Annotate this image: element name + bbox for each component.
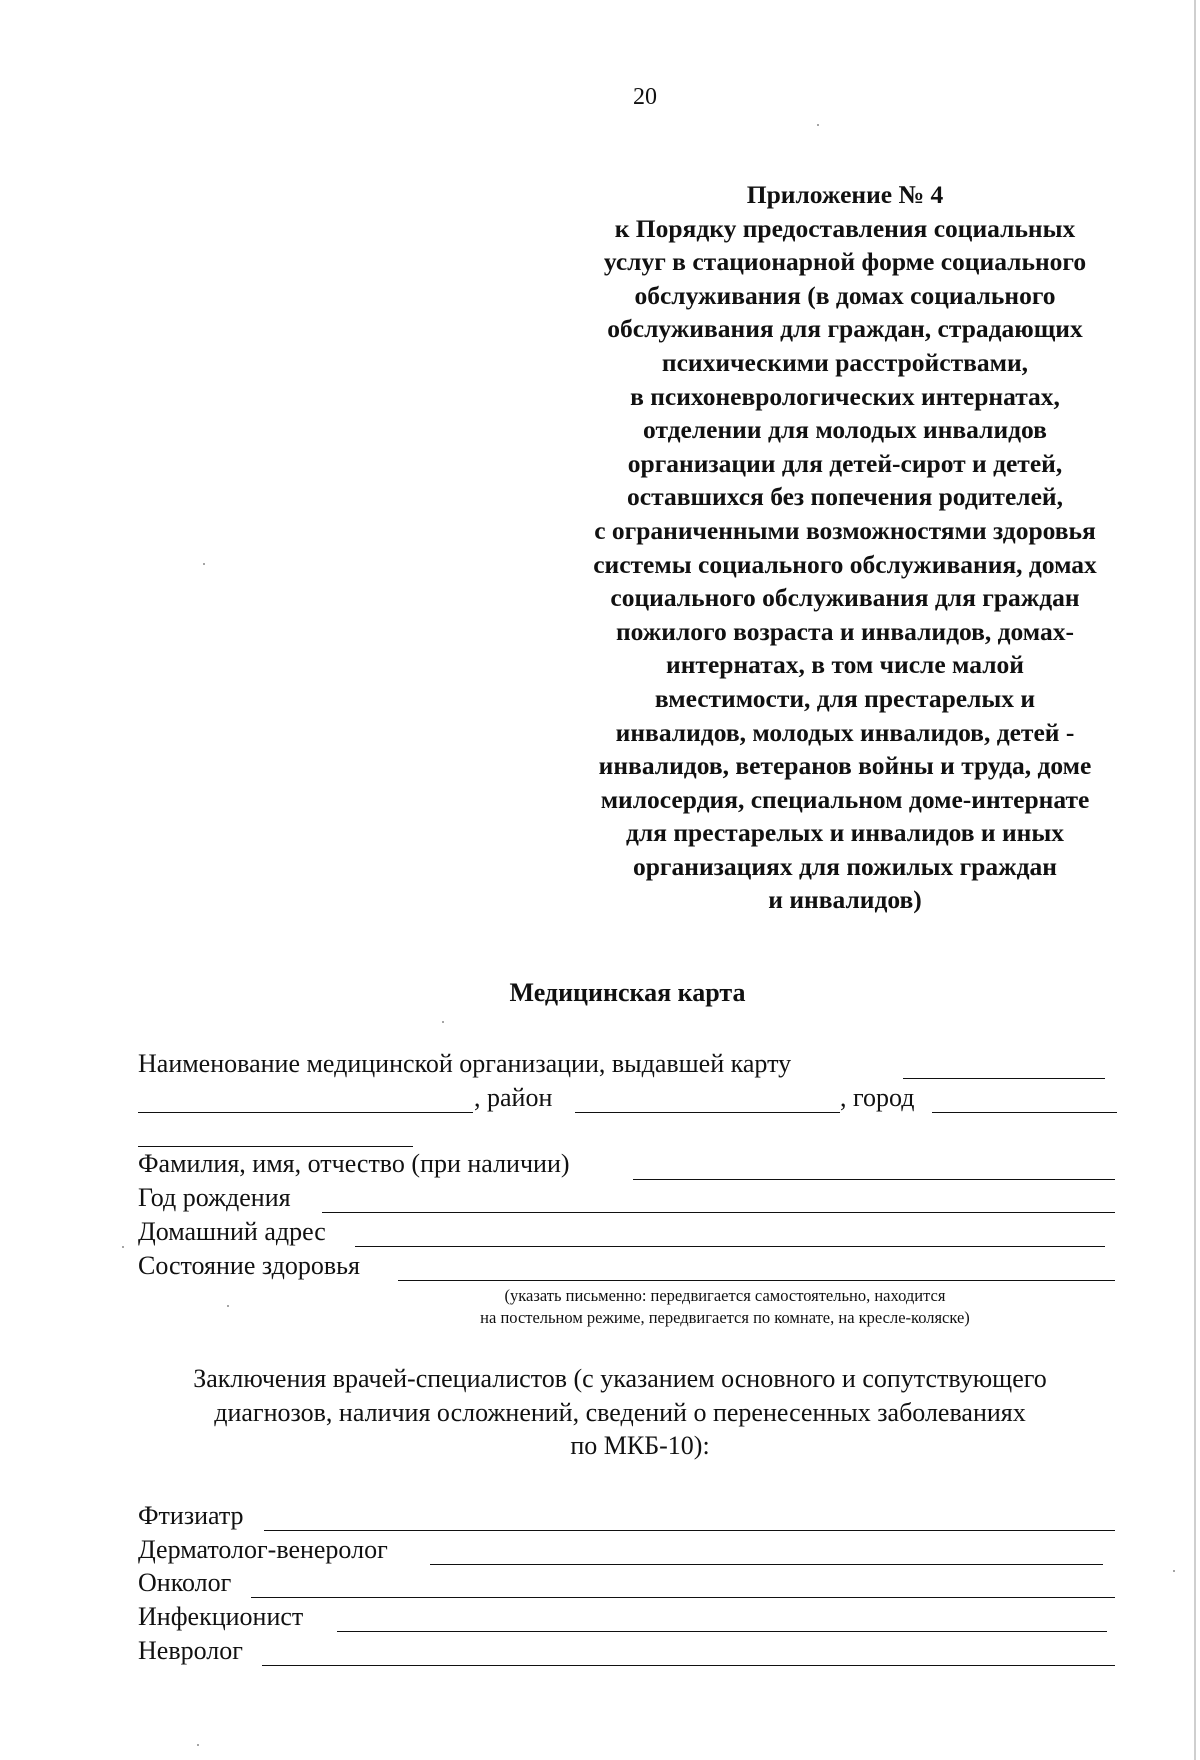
appendix-line: организациях для пожилых граждан bbox=[633, 851, 1057, 881]
scan-speck bbox=[1173, 1570, 1175, 1572]
appendix-line: системы социального обслуживания, домах bbox=[593, 549, 1097, 579]
appendix-line: Приложение № 4 bbox=[746, 180, 944, 209]
fio-field[interactable] bbox=[633, 1179, 1115, 1180]
scan-speck bbox=[203, 563, 205, 565]
conclusions-line: диагнозов, наличия осложнений, сведений о перенесенных заболеваниях bbox=[214, 1397, 1026, 1427]
scan-edge-line bbox=[1194, 0, 1196, 1760]
appendix-heading bbox=[540, 178, 1150, 917]
appendix-line: и инвалидов) bbox=[768, 885, 922, 915]
appendix-line: организации для детей-сирот и детей, bbox=[627, 448, 1063, 478]
appendix-line: услуг в стационарной форме социального bbox=[603, 247, 1087, 277]
conclusions-line: по МКБ-10): bbox=[570, 1431, 710, 1460]
org-label: Наименование медицинской организации, выдавшей карту bbox=[138, 1049, 792, 1078]
appendix-line: с ограниченными возможностями здоровья bbox=[594, 515, 1096, 545]
card-title: Медицинская карта bbox=[509, 978, 746, 1007]
conclusions-line: Заключения врачей-специалистов (с указанием основного и сопутствующего bbox=[193, 1364, 1047, 1393]
specialist-label-infectionist: Инфекционист bbox=[138, 1602, 304, 1631]
dermatovenerologist-field[interactable] bbox=[430, 1564, 1103, 1565]
appendix-line: психическими расстройствами, bbox=[661, 347, 1029, 377]
scan-speck bbox=[227, 1305, 229, 1307]
conclusions-heading bbox=[120, 1362, 1120, 1463]
district-field[interactable] bbox=[575, 1112, 840, 1113]
health-hint-line: (указать письменно: передвигается самостоятельно, находится bbox=[504, 1286, 946, 1305]
health-hint-line: на постельном режиме, передвигается по комнате, на кресле-коляске) bbox=[480, 1308, 970, 1327]
phthisiatrician-field[interactable] bbox=[264, 1530, 1115, 1531]
infectionist-field[interactable] bbox=[337, 1631, 1107, 1632]
address-field[interactable] bbox=[355, 1246, 1105, 1247]
appendix-line: отделении для молодых инвалидов bbox=[643, 415, 1047, 445]
scan-speck bbox=[817, 124, 819, 126]
birth-year-field[interactable] bbox=[322, 1212, 1115, 1213]
district-label: , район bbox=[474, 1083, 553, 1112]
scan-speck bbox=[442, 1021, 444, 1023]
appendix-line: интернатах, в том числе малой bbox=[666, 650, 1024, 680]
city-field[interactable] bbox=[932, 1112, 1117, 1113]
appendix-line: милосердия, специальном доме-интернате bbox=[600, 784, 1090, 814]
appendix-line: пожилого возраста и инвалидов, домах- bbox=[615, 616, 1074, 646]
scan-speck bbox=[122, 1246, 124, 1248]
org-name-field[interactable] bbox=[903, 1078, 1105, 1079]
city-field-continued[interactable] bbox=[138, 1146, 413, 1147]
address-label: Домашний адрес bbox=[138, 1217, 326, 1246]
specialist-label-oncologist: Онколог bbox=[138, 1568, 232, 1597]
org-name-field-continued[interactable] bbox=[138, 1112, 473, 1113]
specialist-label-neurologist: Невролог bbox=[138, 1636, 243, 1665]
health-label: Состояние здоровья bbox=[138, 1251, 361, 1280]
appendix-line: обслуживания для граждан, страдающих bbox=[607, 314, 1083, 344]
appendix-line: в психоневрологических интернатах, bbox=[630, 381, 1060, 411]
appendix-line: инвалидов, ветеранов войны и труда, доме bbox=[598, 751, 1092, 781]
health-field[interactable] bbox=[398, 1280, 1115, 1281]
city-label: , город bbox=[840, 1083, 915, 1112]
appendix-line: обслуживания (в домах социального bbox=[634, 280, 1056, 310]
fio-label: Фамилия, имя, отчество (при наличии) bbox=[138, 1149, 570, 1178]
specialist-label-phthisiatrician: Фтизиатр bbox=[138, 1501, 244, 1530]
specialist-label-dermatovenerologist: Дерматолог-венеролог bbox=[138, 1535, 388, 1564]
appendix-line: оставшихся без попечения родителей, bbox=[627, 482, 1063, 512]
scan-speck bbox=[197, 1744, 199, 1746]
neurologist-field[interactable] bbox=[262, 1665, 1115, 1666]
appendix-line: вместимости, для престарелых и bbox=[654, 683, 1036, 713]
appendix-line: инвалидов, молодых инвалидов, детей - bbox=[615, 717, 1075, 747]
page-number: 20 bbox=[633, 84, 657, 110]
appendix-line: социального обслуживания для граждан bbox=[610, 583, 1080, 613]
appendix-line: для престарелых и инвалидов и иных bbox=[625, 818, 1065, 848]
oncologist-field[interactable] bbox=[251, 1597, 1115, 1598]
birth-year-label: Год рождения bbox=[138, 1183, 291, 1212]
appendix-line: к Порядку предоставления социальных bbox=[614, 213, 1076, 243]
